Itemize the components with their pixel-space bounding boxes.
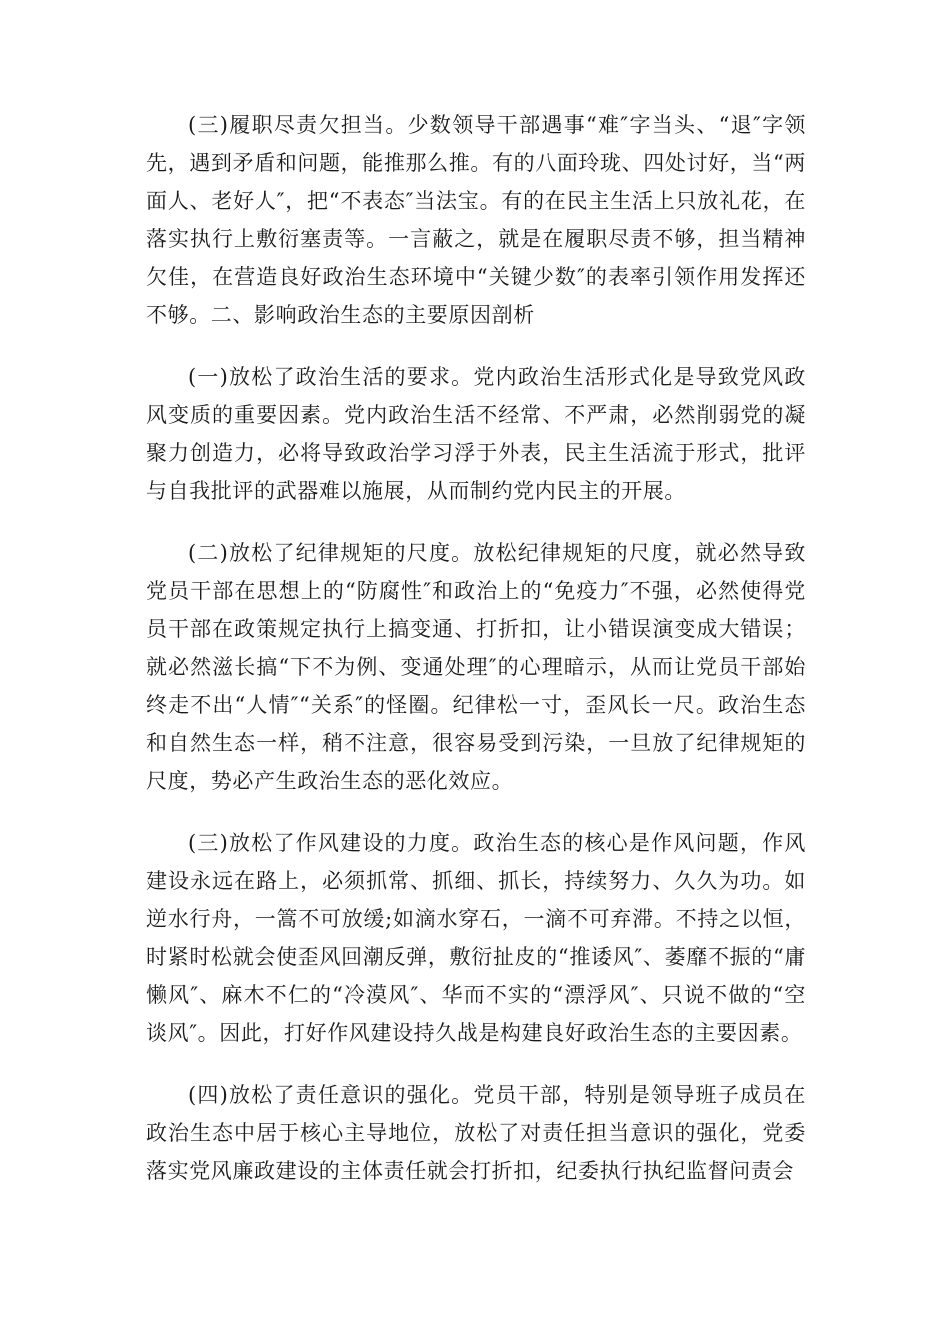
paragraph-responsibility-awareness: (四)放松了责任意识的强化。党员干部，特别是领导班子成员在政治生态中居于核心主导地位，放松了对责任担当意识的强化，党委落实党风廉政建设的主体责任就会打折扣，纪委执行执纪监督问责会 bbox=[146, 1083, 806, 1183]
paragraph-discipline-rules: (二)放松了纪律规矩的尺度。放松纪律规矩的尺度，就必然导致党员干部在思想上的“防腐性″和政治上的“免疫力″不强，必然使得党员干部在政策规定执行上搞变通、打折扣，让小错误演变成大错误；就必然滋长搞“下不为例、变通处理″的心理暗示，从而让党员干部始终走不出“人情″“关系″的怪圈。纪律松一寸，歪风长一尺。政治生态和自然生态一样，稍不注意，很容易受到污染，一旦放了纪律规矩的尺度，势必产生政治生态的恶化效应。 bbox=[146, 541, 806, 793]
document-page bbox=[146, 106, 806, 1190]
paragraph-political-life: (一)放松了政治生活的要求。党内政治生活形式化是导致党风政风变质的重要因素。党内政治生活不经常、不严肃，必然削弱党的凝聚力创造力，必将导致政治学习浮于外表，民主生活流于形式，批评与自我批评的武器难以施展，从而制约党内民主的开展。 bbox=[146, 365, 806, 503]
paragraph-work-style: (三)放松了作风建设的力度。政治生态的核心是作风问题，作风建设永远在路上，必须抓常、抓细、抓长，持续努力、久久为功。如逆水行舟，一篙不可放缓;如滴水穿石，一滴不可弃滞。不持之以恒，时紧时松就会使歪风回潮反弹，敷衍扯皮的“推诿风″、萎靡不振的“庸懒风″、麻木不仁的“冷漠风″、华而不实的“漂浮风″、只说不做的“空谈风″。因此，打好作风建设持久战是构建良好政治生态的主要因素。 bbox=[146, 831, 806, 1045]
paragraph-duty-responsibility: (三)履职尽责欠担当。少数领导干部遇事“难″字当头、“退″字领先，遇到矛盾和问题，能推那么推。有的八面玲珑、四处讨好，当“两面人、老好人″，把“不表态″当法宝。有的在民主生活上只放礼花，在落实执行上敷衍塞责等。一言蔽之，就是在履职尽责不够，担当精神欠佳，在营造良好政治生态环境中“关键少数″的表率引领作用发挥还不够。二、影响政治生态的主要原因剖析 bbox=[146, 113, 806, 327]
